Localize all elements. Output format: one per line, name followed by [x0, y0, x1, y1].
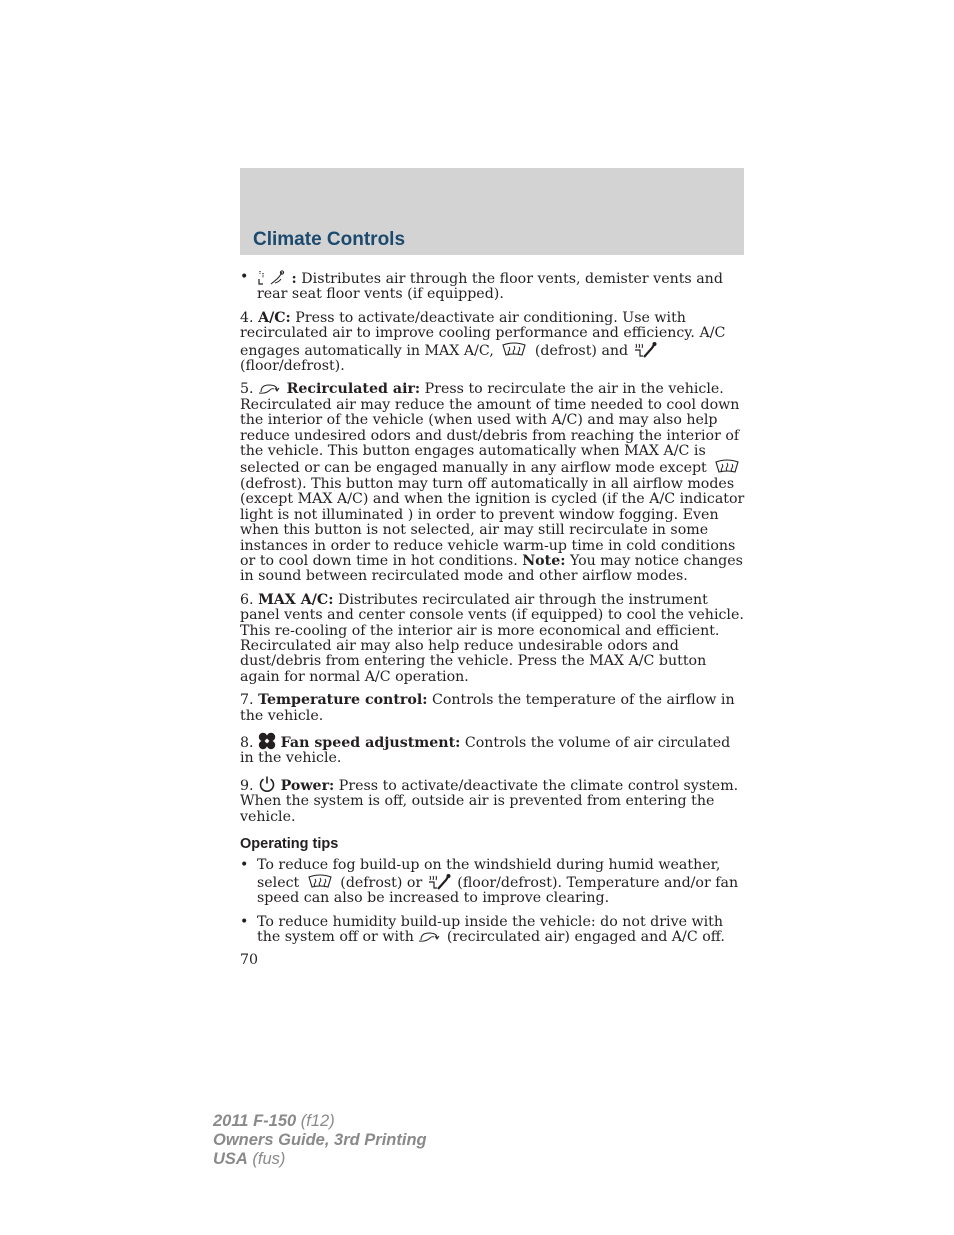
footer-guide: Owners Guide, 3rd Printing: [213, 1131, 427, 1149]
max-ac-item: [240, 593, 745, 685]
fan-speed-item: [240, 732, 745, 767]
ac-label: A/C:: [258, 309, 291, 326]
floor-mode-text: Distributes air through the floor vents, demister vents and rear seat floor vents (if equipped).: [257, 271, 723, 303]
temperature-control-item: [240, 693, 745, 724]
separator: :: [291, 271, 297, 287]
power-label: Power:: [280, 777, 335, 794]
recirculated-air-item: [240, 382, 745, 584]
tip-fog-text: To reduce fog build-up on the windshield during humid weather, select: [257, 857, 721, 891]
section-title: Climate Controls: [253, 229, 406, 250]
tip-humidity-text: To reduce humidity build-up inside the vehicle: do not drive with the system off or with: [257, 913, 724, 946]
ac-text-floor-defrost: (floor/defrost).: [240, 358, 345, 375]
footer-line-3: [213, 1150, 427, 1169]
power-item: [240, 775, 745, 825]
item-number: 6.: [240, 591, 254, 608]
power-icon: [258, 775, 276, 793]
temperature-control-label: Temperature control:: [258, 692, 428, 709]
footer-market-code: (fus): [247, 1150, 286, 1168]
footer-market: USA: [213, 1150, 248, 1168]
recirculated-air-text-2: (defrost). This button may turn off automatically in all airflow modes (except MAX A/C) and when the ignition is cycled (if the A/C indicator light is not illuminated ) in order to prevent window fogging. Even when this button is not selected, air may still recirculate in some instances in order to reduce vehicle warm-up time in cold conditions or to cool down time in hot conditions.: [240, 475, 745, 569]
floor-defrost-icon: [427, 874, 453, 890]
item-number: 9.: [240, 777, 254, 794]
defrost-icon: [304, 874, 336, 890]
operating-tips-heading: Operating tips: [240, 836, 339, 852]
fan-speed-label: Fan speed adjustment:: [280, 734, 461, 751]
page-number: 70: [240, 952, 259, 969]
item-number: 5.: [240, 381, 254, 398]
recirculated-air-label: Recirculated air:: [286, 381, 421, 398]
bullet-dot: •: [240, 857, 249, 874]
footer-line-1: [213, 1112, 427, 1131]
max-ac-label: MAX A/C:: [258, 591, 334, 608]
temperature-control-text: Controls the temperature of the airflow in the vehicle.: [240, 692, 735, 724]
floor-mode-bullet: [240, 270, 745, 303]
ac-text-defrost: (defrost) and: [534, 342, 629, 359]
fan-icon: [258, 732, 276, 750]
defrost-icon: [498, 342, 530, 358]
power-text: Press to activate/deactivate the climate control system. When the system is off, outside air is prevented from entering the vehicle.: [240, 777, 739, 825]
ac-text: Press to activate/deactivate air conditioning. Use with recirculated air to improve cooling performance and efficiency. A/C engages automatically in MAX A/C,: [240, 309, 726, 359]
footer-model: 2011 F-150: [213, 1112, 297, 1130]
bullet-dot: •: [240, 913, 249, 930]
max-ac-text: Distributes recirculated air through the instrument panel vents and center console vents (if equipped) to cool the vehicle. This re-cooling of the interior air is more economical and efficient. Recirculated air may also help reduce undesirable odors and dust/debris from entering the vehicle. Press the MAX A/C button again for normal A/C operation.: [240, 591, 744, 685]
item-number: 8.: [240, 734, 254, 751]
document-footer: [213, 1112, 427, 1169]
defrost-icon: [711, 459, 743, 475]
tip-fog-text-2: (defrost) or: [340, 874, 423, 891]
footer-model-code: (f12): [296, 1112, 335, 1130]
fan-speed-text: Controls the volume of air circulated in the vehicle.: [240, 734, 731, 767]
tip-humidity: [240, 915, 745, 946]
item-number: 4.: [240, 309, 254, 326]
recirculated-air-text: Press to recirculate the air in the vehicle. Recirculated air may reduce the amount of time needed to cool down the interior of the vehicle (when used with A/C) and may also help reduce undesired odors and dust/debris from reaching the interior of the vehicle. This button engages automatically when MAX A/C is selected or can be engaged manually in any airflow mode except: [240, 381, 740, 477]
recirculated-air-icon: [258, 382, 282, 396]
tip-fog: [240, 858, 745, 906]
tip-humidity-text-2: (recirculated air) engaged and A/C off.: [446, 929, 725, 946]
recirculated-air-icon: [418, 930, 442, 944]
footer-line-2: [213, 1131, 427, 1150]
item-number: 7.: [240, 692, 254, 709]
floor-demister-airflow-icon: [257, 270, 287, 286]
floor-defrost-icon: [633, 342, 659, 358]
note-text: You may notice changes in sound between recirculated mode and other airflow modes.: [240, 552, 743, 585]
bullet-dot: •: [240, 269, 249, 285]
note-label: Note:: [522, 552, 566, 569]
tip-fog-text-3: (floor/defrost). Temperature and/or fan speed can also be increased to improve clearing.: [257, 874, 739, 907]
section-header: [240, 168, 744, 255]
manual-content: [240, 270, 745, 969]
ac-item: [240, 311, 745, 375]
